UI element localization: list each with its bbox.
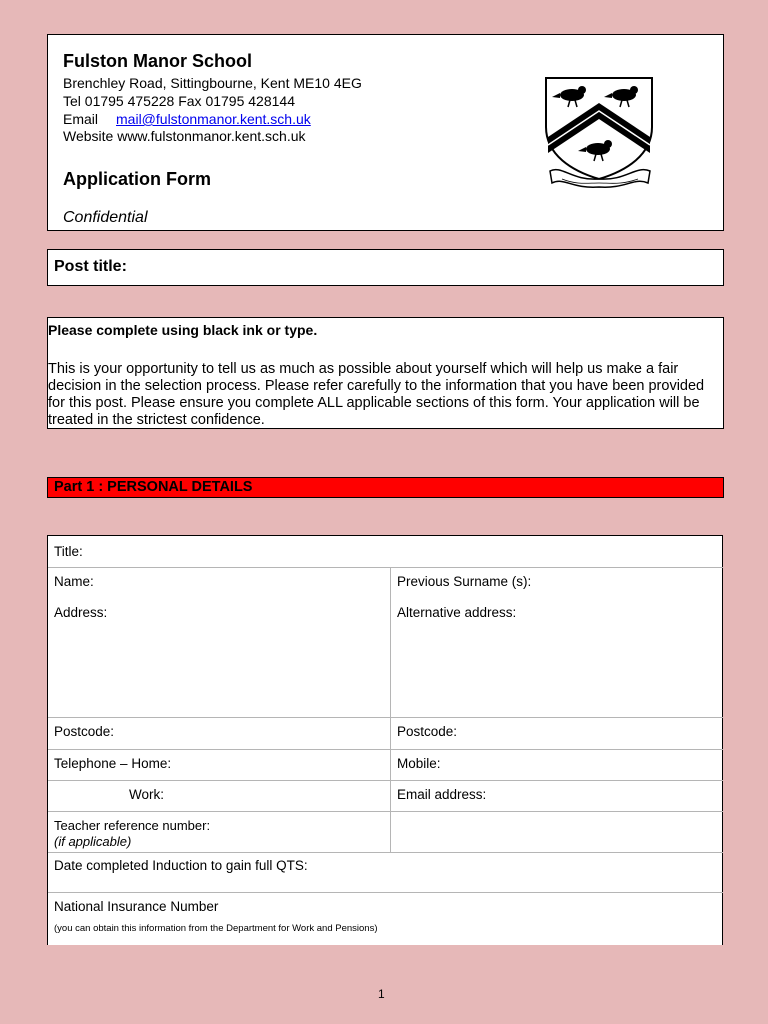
school-email-line	[63, 111, 311, 128]
section-title: Part 1 : PERSONAL DETAILS	[54, 479, 253, 495]
table-row[interactable]	[48, 892, 723, 946]
table-row[interactable]	[48, 852, 723, 893]
teacher-reference-label: Teacher reference number:	[54, 818, 211, 833]
previous-surname-label: Previous Surname (s):	[397, 574, 532, 589]
alt-postcode-label: Postcode:	[397, 724, 458, 739]
table-row[interactable]	[48, 780, 723, 812]
school-address: Brenchley Road, Sittingbourne, Kent ME10 4EG	[63, 75, 362, 91]
table-row[interactable]	[48, 811, 723, 853]
column-divider	[390, 567, 391, 852]
instructions-body: This is your opportunity to tell us as much as possible about yourself which will help us make a fair decision in the selection process. Please refer carefully to the information that you have been provided for this post. Please ensure you complete ALL applicable sections of this form. Your application will be treated in the strictest confidence.	[48, 361, 705, 428]
school-name: Fulston Manor School	[63, 51, 252, 71]
form-title: Application Form	[63, 169, 211, 189]
instructions-heading: Please complete using black ink or type.	[48, 322, 318, 338]
email-address-label: Email address:	[397, 787, 487, 802]
personal-details-table	[47, 535, 723, 945]
school-phone-fax: Tel 01795 475228 Fax 01795 428144	[63, 93, 295, 109]
confidential-label: Confidential	[63, 209, 148, 226]
name-label: Name:	[54, 574, 94, 589]
section-header-part1	[47, 477, 724, 498]
ni-number-label: National Insurance Number	[54, 899, 219, 914]
postcode-label: Postcode:	[54, 724, 115, 739]
table-row[interactable]	[48, 536, 723, 568]
address-label: Address:	[54, 605, 108, 620]
school-crest-icon	[542, 75, 658, 191]
school-header	[47, 34, 724, 231]
table-row[interactable]	[48, 567, 723, 718]
email-label: Email	[63, 111, 99, 127]
title-label: Title:	[54, 544, 83, 559]
if-applicable-note: (if applicable)	[54, 834, 132, 849]
post-title-label: Post title:	[54, 258, 127, 275]
table-row[interactable]	[48, 749, 723, 781]
school-website: Website www.fulstonmanor.kent.sch.uk	[63, 128, 306, 144]
alternative-address-label: Alternative address:	[397, 605, 517, 620]
telephone-home-label: Telephone – Home:	[54, 756, 172, 771]
email-link[interactable]: mail@fulstonmanor.kent.sch.uk	[116, 111, 311, 127]
mobile-label: Mobile:	[397, 756, 441, 771]
table-row[interactable]	[48, 717, 723, 750]
work-phone-label: Work:	[129, 787, 165, 802]
induction-date-label: Date completed Induction to gain full QTS:	[54, 858, 308, 873]
instructions-box	[47, 317, 724, 429]
ni-number-note: (you can obtain this information from the Department for Work and Pensions)	[54, 923, 378, 934]
page-number: 1	[378, 987, 385, 1001]
post-title-box[interactable]	[47, 249, 724, 286]
